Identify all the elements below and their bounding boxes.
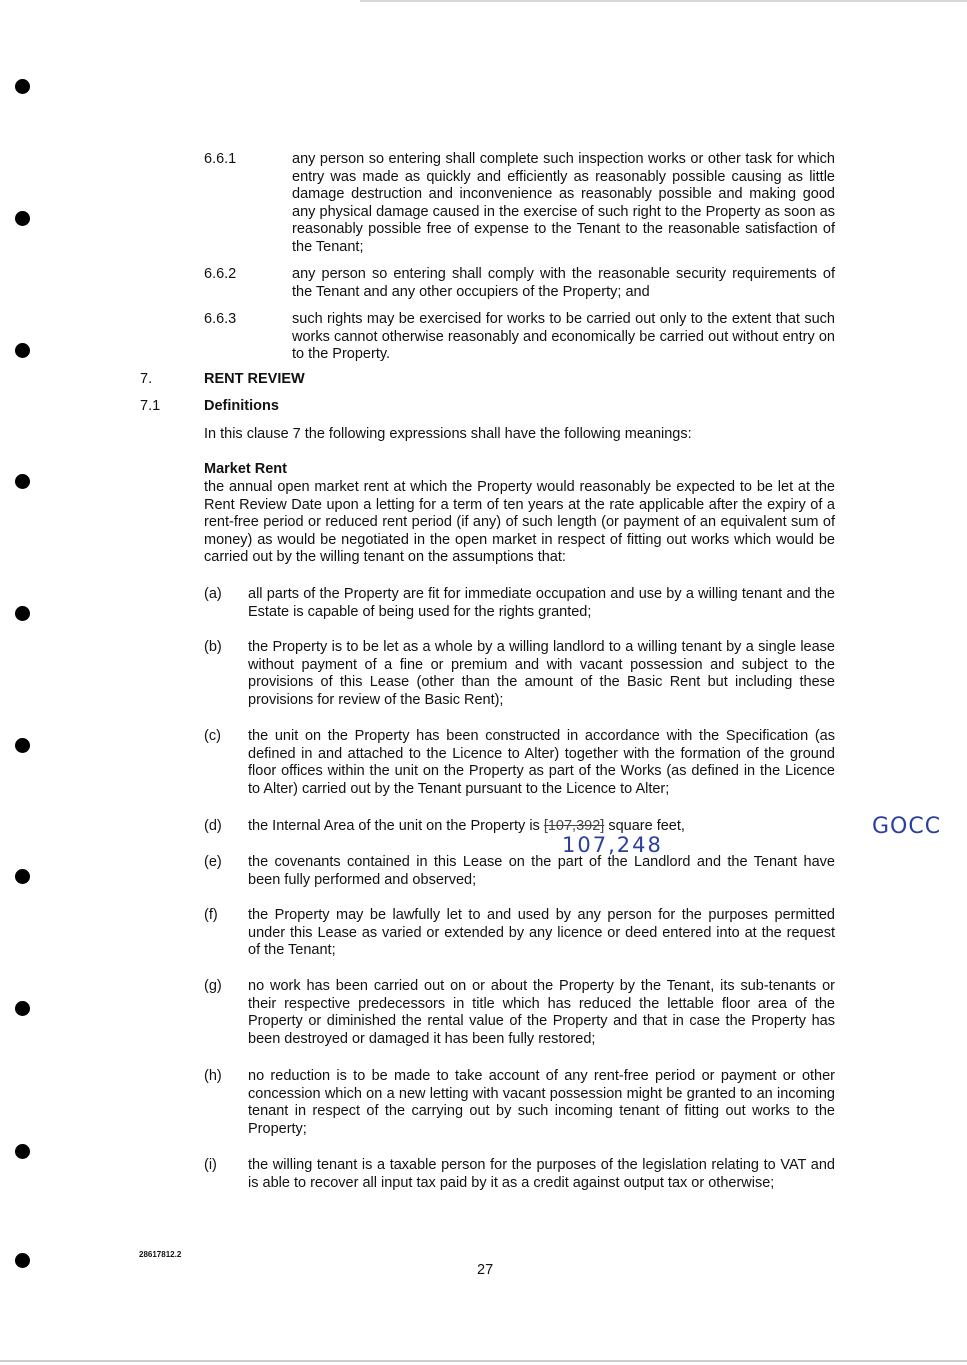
subsection-heading: Definitions [204, 398, 279, 414]
assumption-text: the unit on the Property has been constructed in accordance with the Specification (as defined in and attached to the Licence to Alter) together with the formation of the ground floor offices within the unit on the Property as part of the Works (as defined in the Licence to Alter) carried out by the Tenant pursuant to the Licence to Alter; [248, 728, 835, 797]
clause-number: 6.6.3 [204, 311, 237, 327]
scan-top-edge [360, 0, 967, 2]
punch-hole [15, 474, 30, 489]
punch-hole [15, 869, 30, 884]
assumption-label: (f) [204, 907, 218, 923]
clause-number: 6.6.2 [204, 266, 237, 282]
punch-hole [15, 211, 30, 226]
assumption-text: the willing tenant is a taxable person for the purposes of the legislation relating to VAT and is able to recover all input tax paid by it as a credit against output tax or otherwise; [248, 1157, 835, 1191]
struck-area-value: [107,392] [543, 818, 605, 834]
assumption-text: the covenants contained in this Lease on the part of the Landlord and the Tenant have been fully performed and observed; [248, 854, 835, 888]
assumption-label: (d) [204, 818, 222, 834]
assumption-text: the Property is to be let as a whole by a willing landlord to a willing tenant by a single lease without payment of a fine or premium and with vacant possession and subject to the provisions of this Lease (other than the amount of the Basic Rent but including these provisions for review of the Basic Rent); [248, 639, 835, 708]
assumption-label: (i) [204, 1157, 217, 1173]
clause-number: 6.6.1 [204, 151, 237, 167]
scan-bottom-edge [0, 1360, 967, 1362]
punch-hole [15, 606, 30, 621]
assumption-label: (e) [204, 854, 222, 870]
assumption-label: (g) [204, 978, 222, 994]
assumption-text-before: the Internal Area of the unit on the Property is [248, 818, 544, 834]
definition-text: the annual open market rent at which the Property would reasonably be expected to be let at the Rent Review Date upon a letting for a term of ten years at the rate applicable after the expiry of a rent-free period or reduced rent period (if any) of such length (or payment of an equivalent sum of money) as would be negotiated in the open market in respect of fitting out works which would be carried out by the willing tenant on the assumptions that: [204, 479, 835, 566]
definitions-intro: In this clause 7 the following expressions shall have the following meanings: [204, 426, 692, 442]
assumption-text: no reduction is to be made to take account of any rent-free period or payment or other concession which on a new letting with vacant possession might be granted to an incoming tenant in respect of the carrying out by such incoming tenant of fitting out works to the Property; [248, 1068, 835, 1137]
assumption-text-after: square feet, [604, 818, 685, 834]
assumption-text [248, 818, 835, 836]
punch-hole [15, 1144, 30, 1159]
assumption-label: (a) [204, 586, 222, 602]
assumption-label: (c) [204, 728, 221, 744]
subsection-number: 7.1 [140, 398, 161, 414]
clause-text: any person so entering shall complete such inspection works or other task for which entry was made as quickly and efficiently as reasonably possible causing as little damage destruction and inconvenience as reasonably possible and making good any physical damage caused in the exercise of such right to the Property as soon as reasonably possible free of expense to the Tenant to the reasonable satisfaction of the Tenant; [292, 151, 835, 255]
section-heading: RENT REVIEW [204, 371, 305, 387]
punch-hole [15, 343, 30, 358]
handwritten-initials: GOCC [872, 814, 942, 839]
punch-hole [15, 79, 30, 94]
page-number: 27 [477, 1262, 494, 1278]
document-reference: 28617812.2 [139, 1250, 182, 1259]
clause-text: any person so entering shall comply with the reasonable security requirements of the Tenant and any other occupiers of the Property; and [292, 266, 835, 300]
clause-text: such rights may be exercised for works to be carried out only to the extent that such works cannot otherwise reasonably and economically be carried out without entry on to the Property. [292, 311, 835, 363]
defined-term: Market Rent [204, 461, 287, 477]
handwritten-area-amendment: 107,248 [562, 833, 663, 857]
assumption-text: no work has been carried out on or about the Property by the Tenant, its sub-tenants or their respective predecessors in title which has reduced the lettable floor area of the Property or diminished the rental value of the Property and that in case the Property has been destroyed or damaged it has been fully restored; [248, 978, 835, 1047]
assumption-text: the Property may be lawfully let to and used by any person for the purposes permitted under this Lease as varied or extended by any licence or deed entered into at the request of the Tenant; [248, 907, 835, 959]
punch-hole [15, 738, 30, 753]
assumption-label: (b) [204, 639, 222, 655]
assumption-text: all parts of the Property are fit for immediate occupation and use by a willing tenant and the Estate is capable of being used for the rights granted; [248, 586, 835, 620]
assumption-label: (h) [204, 1068, 222, 1084]
section-number: 7. [140, 371, 153, 387]
punch-hole [15, 1253, 30, 1268]
punch-hole [15, 1001, 30, 1016]
